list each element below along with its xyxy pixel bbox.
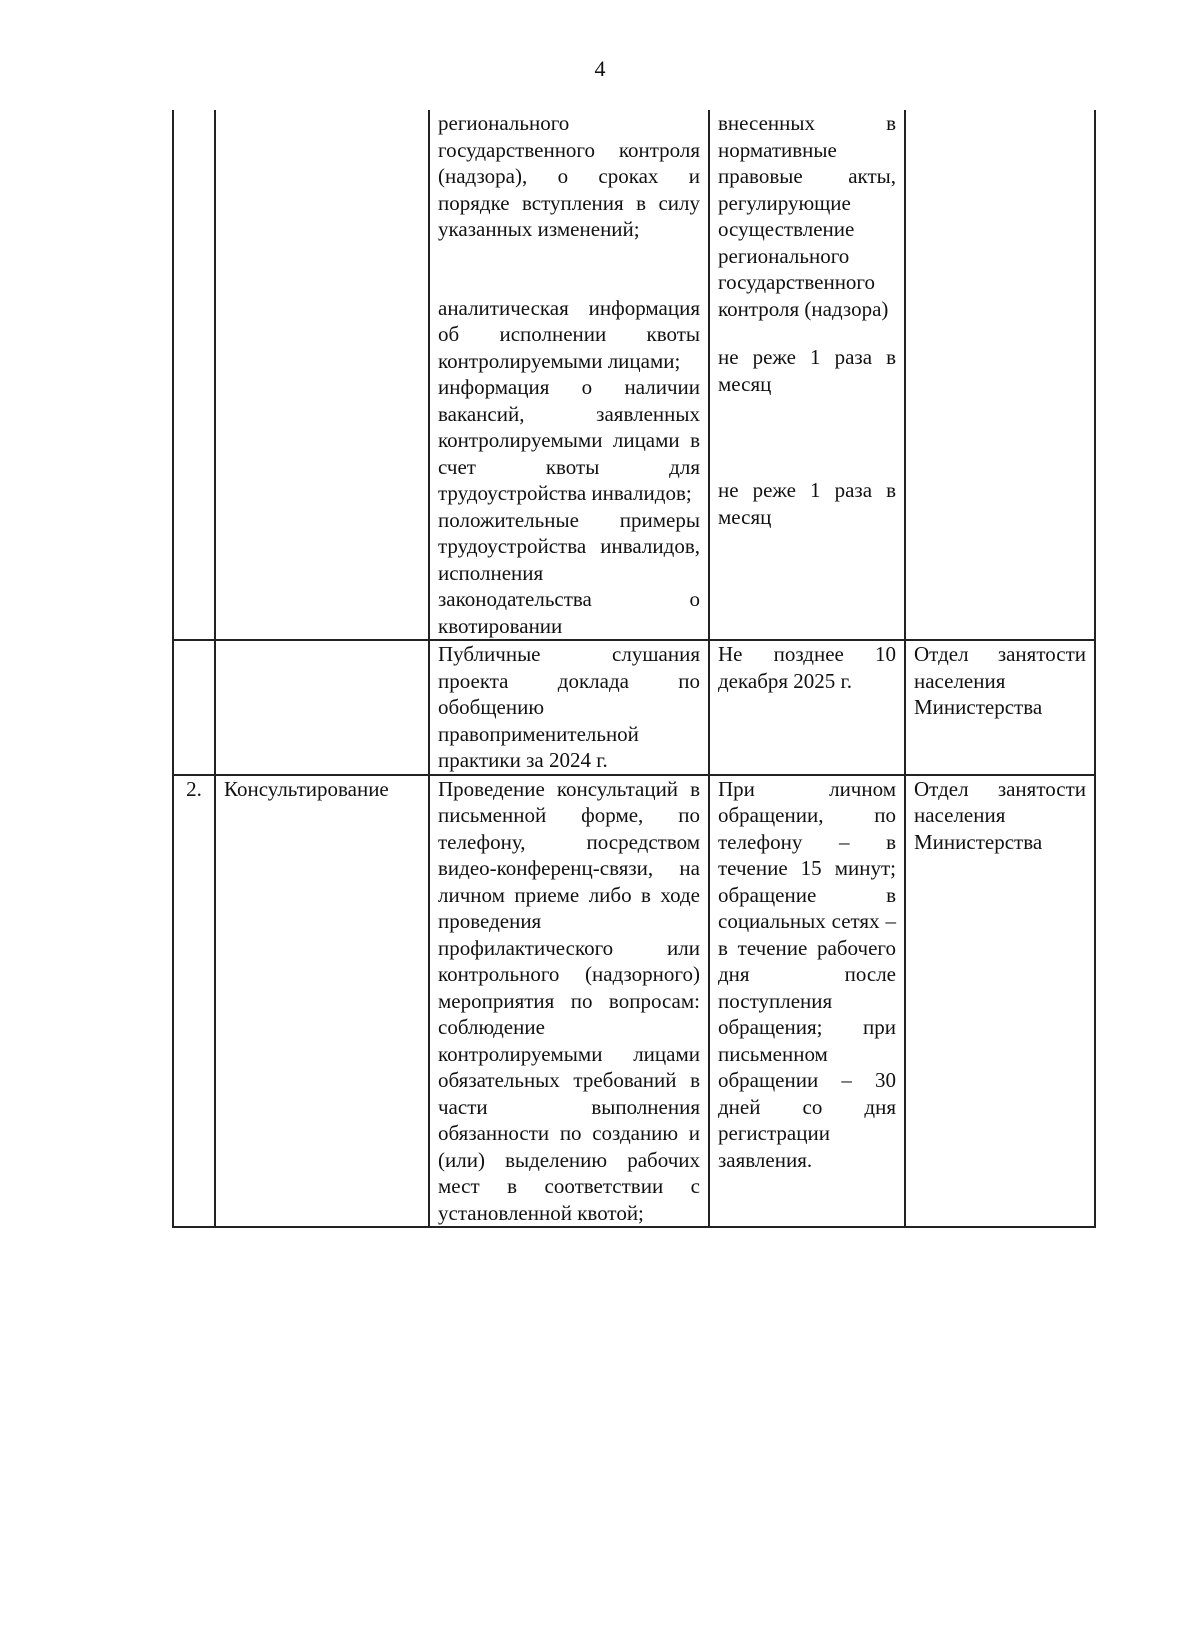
list-item: регионального государственного контроля (надзора), о сроках и порядке вступления в силу указанных изменений; (438, 111, 700, 241)
number-cell (173, 110, 215, 640)
table-row (173, 775, 1095, 1228)
responsible-cell: Отдел занятости населения Министерства (905, 640, 1095, 775)
table-row (173, 640, 1095, 775)
event-cell: Проведение консультаций в письменной форме, по телефону, посредством видео-конференц-связи, на личном приеме либо в ходе проведения профилактического или контрольного (надзорного) мероприятия по вопросам: соблюдение контролируемыми лицами обязательных требований в части выполнения обязанности по созданию и (или) выделению рабочих мест в соответствии с установленной квотой; (429, 775, 709, 1228)
list-item: аналитическая информация об исполнении квоты контролируемыми лицами; (438, 295, 700, 373)
deadline-text: не реже 1 раза в месяц (718, 345, 896, 396)
event-cell: Публичные слушания проекта доклада по обобщению правоприменительной практики за 2024 г. (429, 640, 709, 775)
measure-cell: Консультирование (215, 775, 429, 1228)
event-cell (429, 110, 709, 640)
deadline-cell (709, 110, 905, 640)
deadline-cell: Не позднее 10 декабря 2025 г. (709, 640, 905, 775)
number-cell (173, 640, 215, 775)
measure-cell (215, 110, 429, 640)
responsible-cell: Отдел занятости населения Министерства (905, 775, 1095, 1228)
list-item: информация о наличии вакансий, заявленных контролируемыми лицами в счет квоты для трудоустройства инвалидов; (438, 375, 700, 505)
list-item: положительные примеры трудоустройства инвалидов, исполнения законодательства о квотировании (438, 507, 700, 638)
measure-cell (215, 640, 429, 775)
page-number: 4 (594, 56, 606, 81)
deadline-text: внесенных в нормативные правовые акты, регулирующие осуществление регионального государственного контроля (надзора) (718, 111, 896, 321)
deadline-text: не реже 1 раза в месяц (718, 478, 896, 529)
deadline-cell: При личном обращении, по телефону – в течение 15 минут; обращение в социальных сетях – в течение рабочего дня после поступления обращения; при письменном обращении – 30 дней со дня регистрации заявления. (709, 775, 905, 1228)
measures-table (172, 110, 1096, 1228)
responsible-cell (905, 110, 1095, 640)
table-row (173, 110, 1095, 640)
number-cell: 2. (173, 775, 215, 1228)
